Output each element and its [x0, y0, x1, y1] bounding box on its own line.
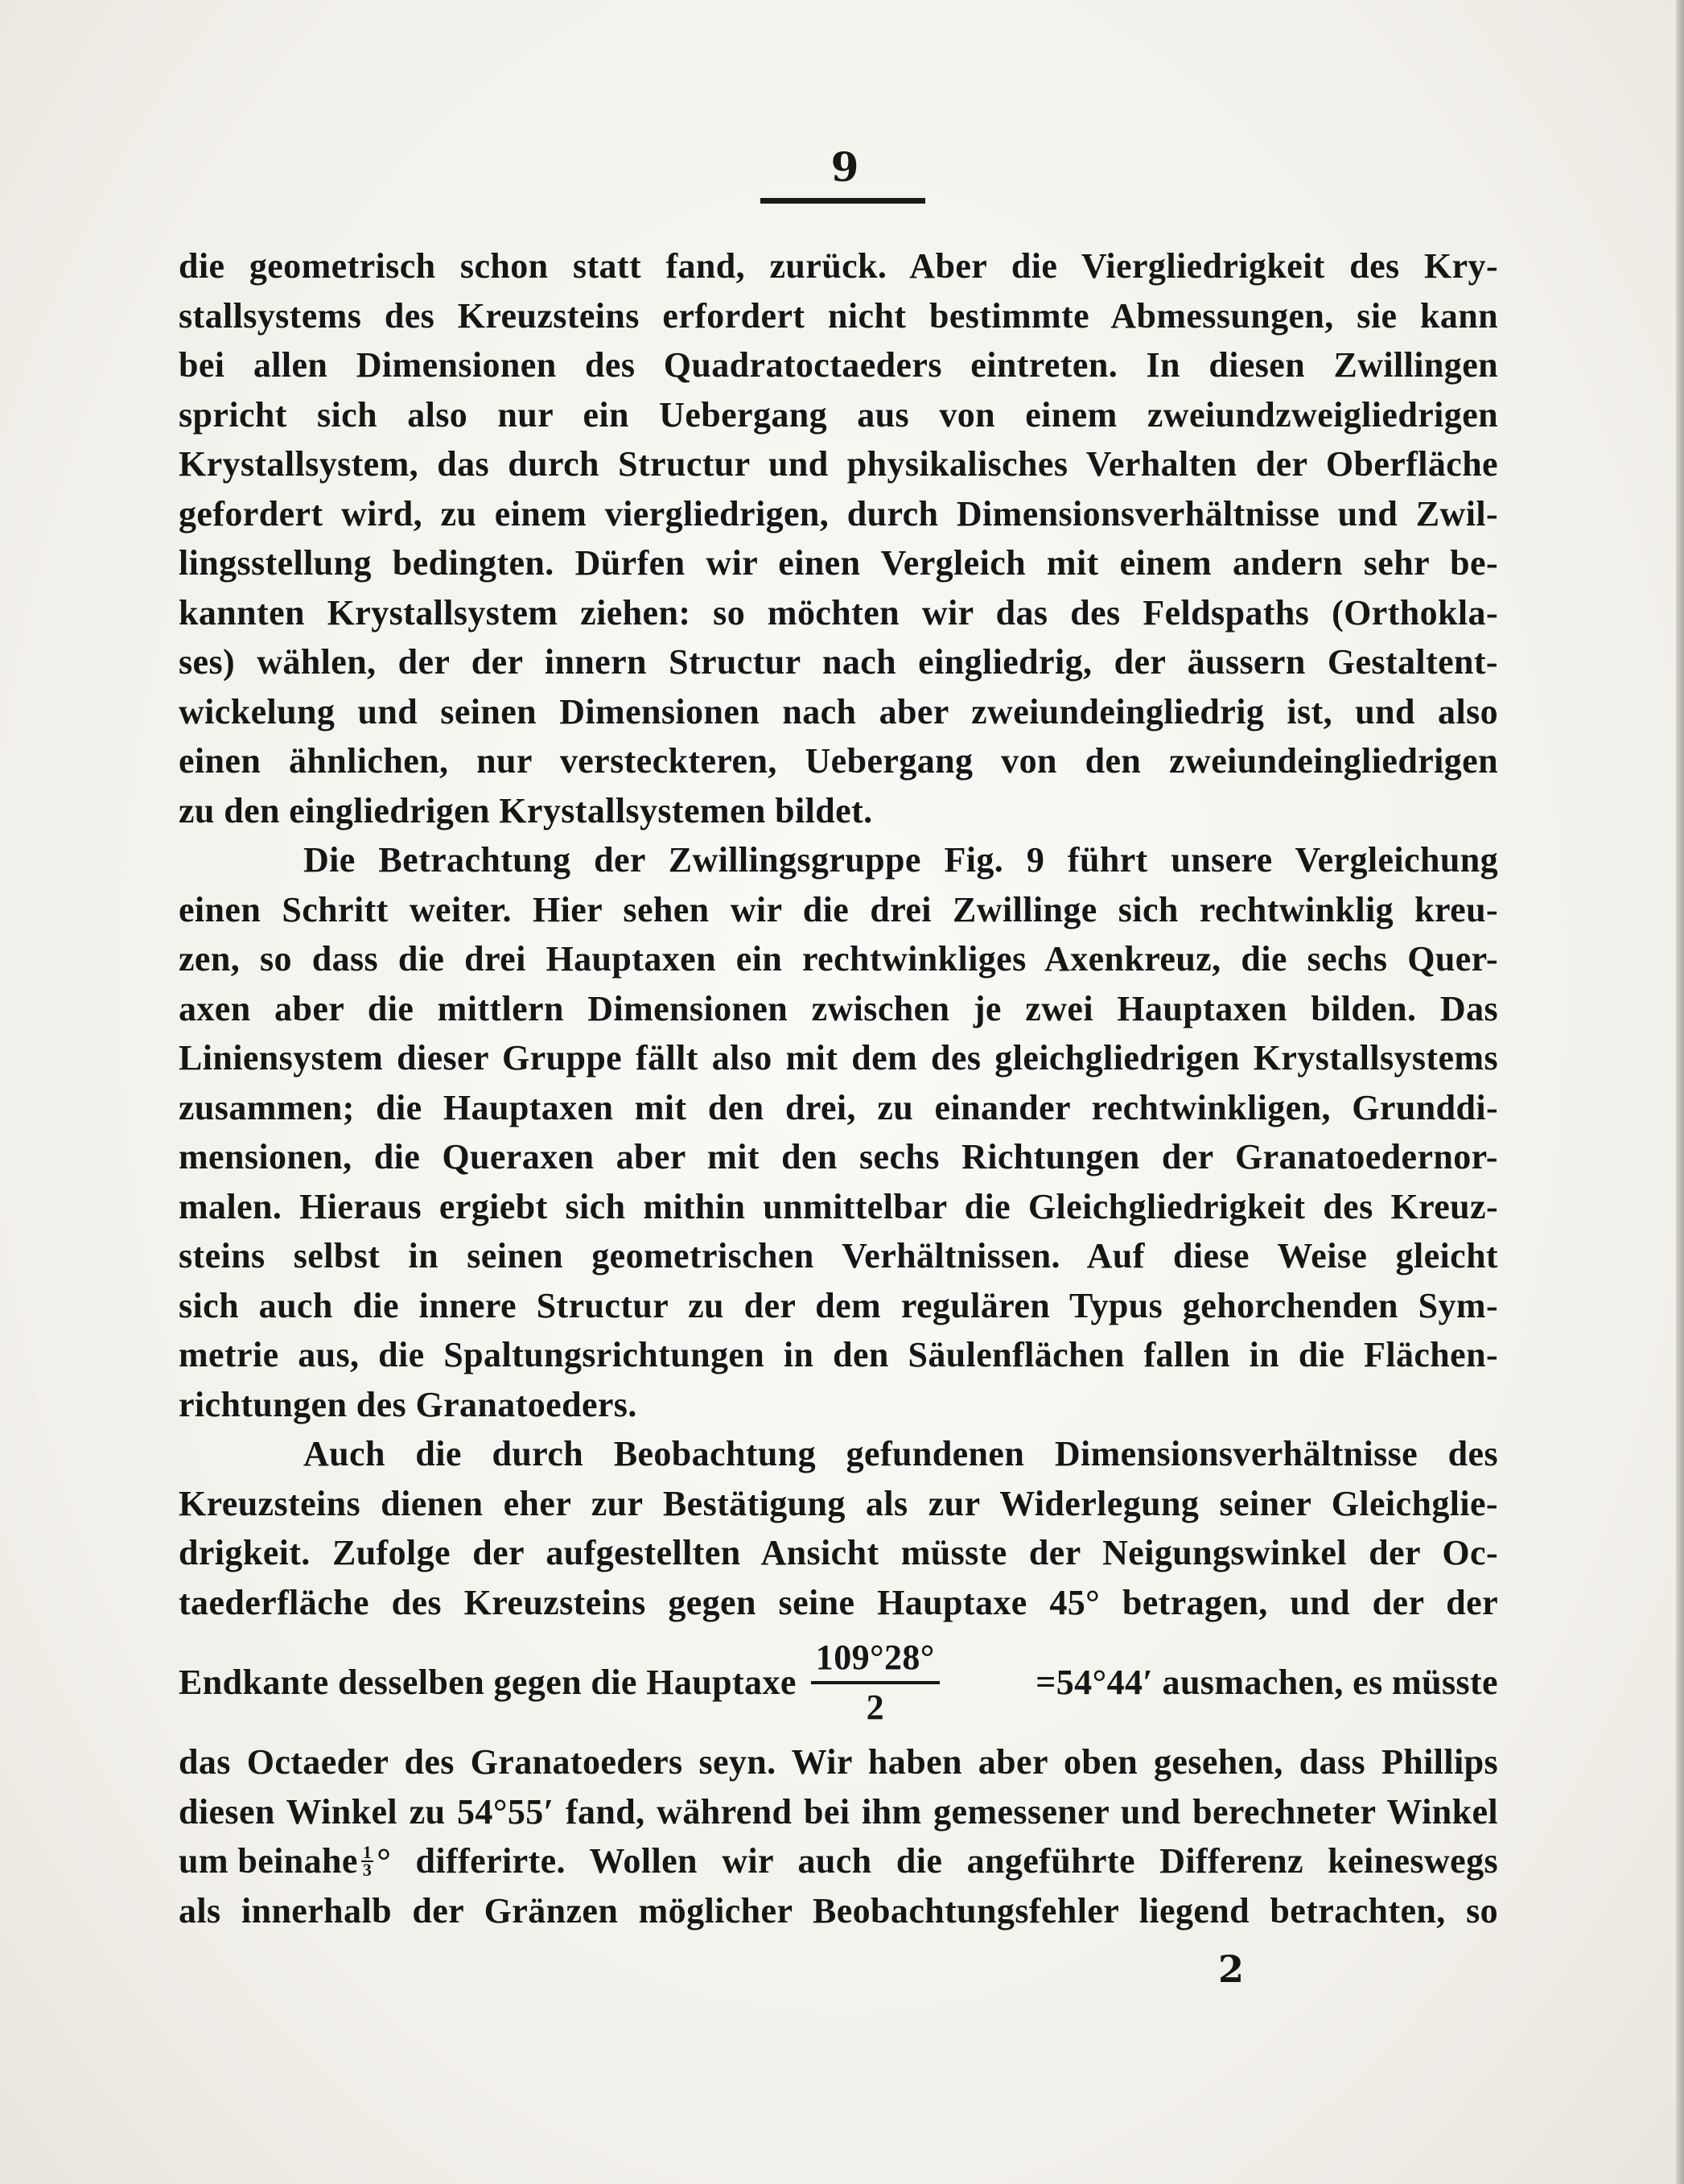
formula-text-after: =54°44′ ausmachen, es müsste: [1036, 1662, 1498, 1702]
page-edge: [1676, 0, 1684, 2184]
text-line: stallsystems des Kreuzsteins erfordert nicht bestimmte Abmessungen, sie kann: [179, 295, 1498, 336]
formula-line: [179, 1627, 1498, 1737]
text-line: bei allen Dimensionen des Quadratoctaeders eintreten. In diesen Zwillingen: [179, 345, 1498, 385]
text-line: diesen Winkel zu 54°55′ fand, während bei ihm gemessener und berechneter Winkel: [179, 1791, 1498, 1832]
signature-mark: 2: [1217, 1947, 1244, 1991]
text-line: axen aber die mittlern Dimensionen zwischen je zwei Hauptaxen bilden. Das: [179, 988, 1498, 1028]
text-line: drigkeit. Zufolge der aufgestellten Ansicht müsste der Neigungswinkel der Oc-: [179, 1533, 1498, 1572]
fraction-line-after: ° differirte. Wollen wir auch die angeführte Differenz keineswegs: [377, 1841, 1498, 1881]
fraction-denominator: 2: [866, 1687, 884, 1727]
text-line: Liniensystem dieser Gruppe fällt also mit dem des gleichgliedrigen Krystallsystems: [179, 1038, 1498, 1078]
text-line: richtungen des Granatoeders.: [179, 1384, 637, 1424]
text-line: gefordert wird, zu einem viergliedrigen, durch Dimensionsverhältnisse und Zwil-: [179, 493, 1498, 534]
text-line: spricht sich also nur ein Uebergang aus von einem zweiundzweigliedrigen: [179, 394, 1498, 435]
text-line: die geometrisch schon statt fand, zurück. Aber die Viergliedrigkeit des Kry-: [179, 246, 1498, 286]
fraction-numerator: 109°28°: [811, 1634, 940, 1684]
text-line: kannten Krystallsystem ziehen: so möchten wir das des Feldspaths (Orthokla-: [179, 592, 1498, 633]
one-third-fraction: [361, 1841, 373, 1880]
text-line: steins selbst in seinen geometrischen Verhältnissen. Auf diese Weise gleicht: [179, 1236, 1498, 1275]
angle-fraction: [811, 1634, 940, 1731]
text-line: einen ähnlichen, nur versteckteren, Uebergang von den zweiundeingliedrigen: [179, 741, 1498, 781]
header-rule: [760, 198, 925, 204]
small-fraction-denominator: 3: [362, 1859, 373, 1880]
text-line: ses) wählen, der der innern Structur nach eingliedrig, der äussern Gestaltent-: [179, 642, 1498, 682]
text-line: wickelung und seinen Dimensionen nach aber zweiundeingliedrig ist, und also: [179, 691, 1498, 731]
text-line: Auch die durch Beobachtung gefundenen Dimensionsverhältnisse des: [303, 1434, 1498, 1473]
text-line: zusammen; die Hauptaxen mit den drei, zu einander rechtwinkligen, Grunddi-: [179, 1087, 1498, 1127]
text-line: Kreuzsteins dienen eher zur Bestätigung als zur Widerlegung seiner Gleichglie-: [179, 1483, 1498, 1523]
text-line: einen Schritt weiter. Hier sehen wir die drei Zwillinge sich rechtwinklig kreu-: [179, 889, 1498, 929]
text-line: taederfläche des Kreuzsteins gegen seine Hauptaxe 45° betragen, und der der: [179, 1582, 1498, 1622]
text-line: lingsstellung bedingten. Dürfen wir einen Vergleich mit einem andern sehr be-: [179, 543, 1498, 583]
small-fraction-numerator: 1: [362, 1841, 373, 1862]
text-line: Die Betrachtung der Zwillingsgruppe Fig. 9 führt unsere Vergleichung: [303, 840, 1498, 880]
formula-text-before: Endkante desselben gegen die Hauptaxe: [179, 1662, 797, 1702]
page-number: 9: [830, 143, 859, 191]
text-line: das Octaeder des Granatoeders seyn. Wir haben aber oben gesehen, dass Phillips: [179, 1742, 1498, 1782]
text-line: malen. Hieraus ergiebt sich mithin unmittelbar die Gleichgliedrigkeit des Kreuz-: [179, 1186, 1498, 1226]
text-line: zu den eingliedrigen Krystallsystemen bildet.: [179, 790, 873, 830]
text-line: metrie aus, die Spaltungsrichtungen in den Säulenflächen fallen in die Flächen-: [179, 1335, 1498, 1374]
text-line: Krystallsystem, das durch Structur und physikalisches Verhalten der Oberfläche: [179, 444, 1498, 484]
fraction-line-before: um beinahe: [179, 1841, 358, 1881]
fraction-text-line: [179, 1836, 1498, 1886]
text-line: zen, so dass die drei Hauptaxen ein rechtwinkliges Axenkreuz, die sechs Quer-: [179, 939, 1498, 979]
body-text: [179, 241, 1498, 1935]
text-line: sich auch die innere Structur zu der dem regulären Typus gehorchenden Sym-: [179, 1285, 1498, 1325]
text-line: als innerhalb der Gränzen möglicher Beobachtungsfehler liegend betrachten, so: [179, 1890, 1498, 1931]
text-line: mensionen, die Queraxen aber mit den sechs Richtungen der Granatoedernor-: [179, 1137, 1498, 1176]
